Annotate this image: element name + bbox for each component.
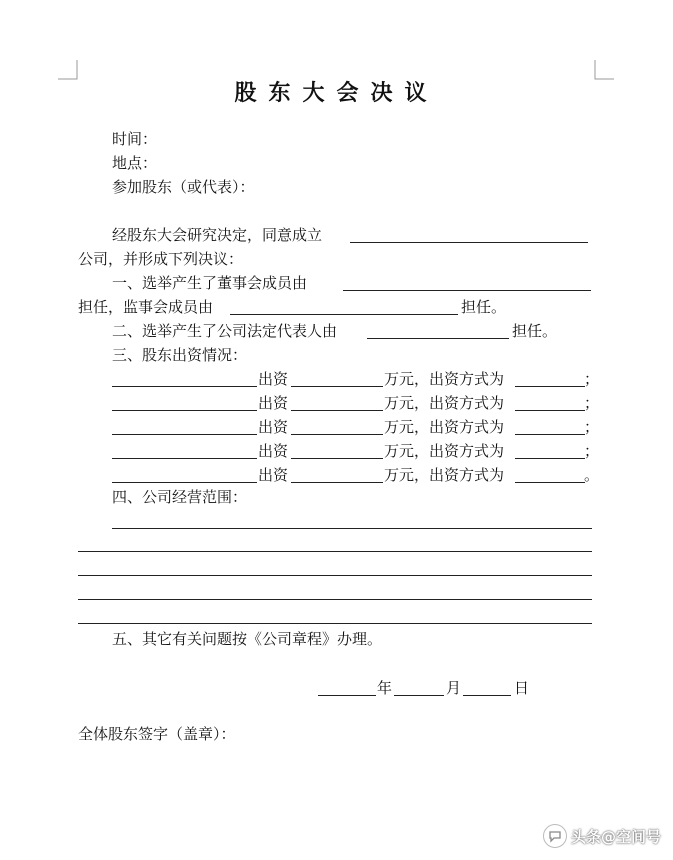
method-blank[interactable] — [515, 434, 585, 435]
method-label: 万元，出资方式为 — [384, 466, 505, 484]
shareholder-blank[interactable] — [112, 458, 257, 459]
method-label: 万元，出资方式为 — [384, 394, 505, 412]
row-end: ； — [584, 418, 600, 436]
chat-bubble-icon — [543, 824, 567, 848]
method-blank[interactable] — [515, 386, 585, 387]
contrib-label: 出资 — [258, 418, 289, 436]
attendees-label: 参加股东（或代表）： — [112, 178, 255, 196]
row-end: ； — [584, 394, 600, 412]
shareholder-blank[interactable] — [112, 386, 257, 387]
item2-text-a: 二、选举产生了公司法定代表人由 — [112, 322, 338, 340]
method-label: 万元，出资方式为 — [384, 370, 505, 388]
item1-text-b: 担任，监事会成员由 — [78, 298, 214, 316]
amount-blank[interactable] — [291, 482, 383, 483]
resolution-intro: 经股东大会研究决定，同意成立 — [112, 226, 323, 244]
watermark-text: 头条@空间号 — [570, 827, 661, 846]
method-blank[interactable] — [515, 482, 585, 483]
contrib-label: 出资 — [258, 442, 289, 460]
shareholder-blank[interactable] — [112, 482, 257, 483]
row-end: 。 — [584, 466, 600, 484]
legal-rep-blank[interactable] — [367, 338, 509, 339]
method-label: 万元，出资方式为 — [384, 442, 505, 460]
day-blank[interactable] — [463, 695, 511, 696]
month-blank[interactable] — [394, 695, 444, 696]
method-blank[interactable] — [515, 410, 585, 411]
item1-text-a: 一、选举产生了董事会成员由 — [112, 274, 308, 292]
business-scope-line[interactable] — [78, 599, 592, 600]
item3-heading: 三、股东出资情况： — [112, 346, 248, 364]
contrib-label: 出资 — [258, 466, 289, 484]
board-members-blank[interactable] — [343, 290, 591, 291]
signature-label: 全体股东签字（盖章）： — [78, 725, 236, 743]
row-end: ； — [584, 442, 600, 460]
place-label: 地点： — [112, 154, 158, 172]
business-scope-line[interactable] — [78, 623, 592, 624]
item5-text: 五、其它有关问题按《公司章程》办理。 — [112, 630, 383, 648]
shareholder-blank[interactable] — [112, 434, 257, 435]
year-label: 年 — [377, 679, 393, 697]
watermark — [543, 824, 661, 848]
amount-blank[interactable] — [291, 458, 383, 459]
contrib-label: 出资 — [258, 370, 289, 388]
shareholder-blank[interactable] — [112, 410, 257, 411]
amount-blank[interactable] — [291, 410, 383, 411]
amount-blank[interactable] — [291, 434, 383, 435]
row-end: ； — [584, 370, 600, 388]
year-blank[interactable] — [318, 695, 376, 696]
document-title: 股东大会决议 — [234, 81, 439, 106]
day-label: 日 — [514, 679, 530, 697]
business-scope-line[interactable] — [112, 528, 592, 529]
supervisors-blank[interactable] — [230, 314, 458, 315]
month-label: 月 — [446, 679, 462, 697]
company-suffix: 公司，并形成下列决议： — [78, 250, 244, 268]
item2-text-b: 担任。 — [512, 322, 558, 340]
company-name-blank[interactable] — [350, 242, 588, 243]
item4-heading: 四、公司经营范围： — [112, 488, 248, 506]
business-scope-line[interactable] — [78, 551, 592, 552]
contrib-label: 出资 — [258, 394, 289, 412]
time-label: 时间： — [112, 130, 158, 148]
method-blank[interactable] — [515, 458, 585, 459]
method-label: 万元，出资方式为 — [384, 418, 505, 436]
business-scope-line[interactable] — [78, 575, 592, 576]
item1-text-c: 担任。 — [461, 298, 507, 316]
amount-blank[interactable] — [291, 386, 383, 387]
